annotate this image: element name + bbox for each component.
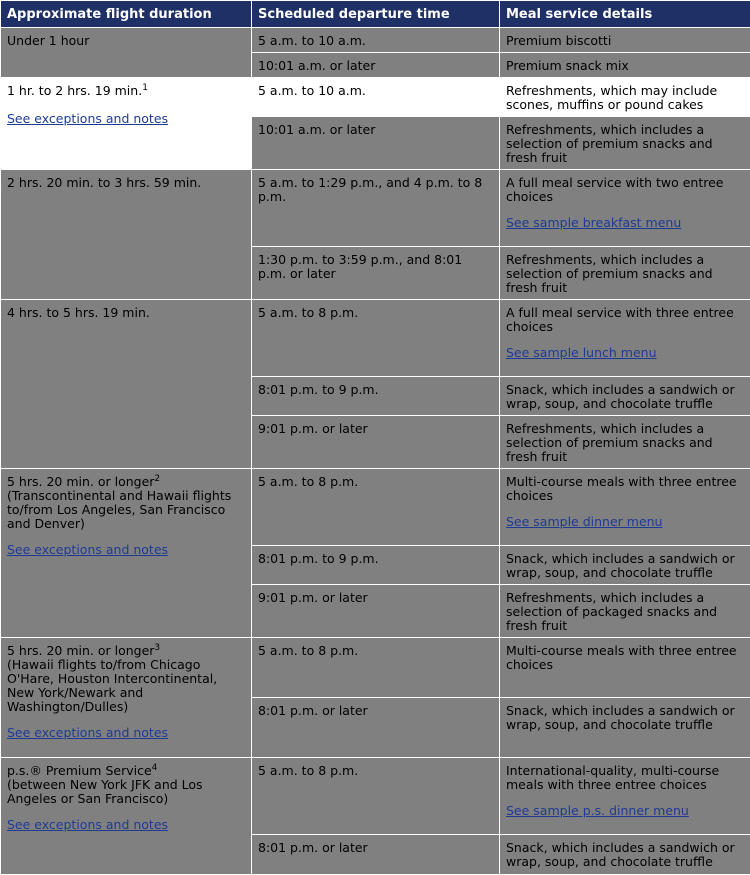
- header-meal-service: Meal service details: [500, 1, 750, 28]
- table-row: [1, 170, 750, 247]
- duration-note: (Hawaii flights to/from Chicago O'Hare, Houston Intercontinental, New York/Newark and Washington/Dulles): [7, 657, 217, 714]
- duration-cell: [1, 78, 252, 170]
- meal-cell: [500, 170, 750, 247]
- duration-note: (between New York JFK and Los Angeles or San Francisco): [7, 777, 203, 806]
- meal-cell: Refreshments, which includes a selection of premium snacks and fresh fruit: [500, 117, 750, 170]
- sample-breakfast-menu-link[interactable]: See sample breakfast menu: [506, 216, 744, 230]
- duration-note: (Transcontinental and Hawaii flights to/from Los Angeles, San Francisco and Denver): [7, 488, 231, 531]
- header-row: [1, 1, 750, 28]
- exceptions-link[interactable]: See exceptions and notes: [7, 818, 245, 832]
- duration-cell: [1, 638, 252, 758]
- duration-text: p.s.® Premium Service: [7, 763, 152, 778]
- sample-ps-dinner-menu-link[interactable]: See sample p.s. dinner menu: [506, 804, 744, 818]
- header-departure-time: Scheduled departure time: [252, 1, 500, 28]
- meal-text: Multi-course meals with three entree choices: [506, 474, 737, 503]
- departure-cell: 10:01 a.m. or later: [252, 117, 500, 170]
- meal-text: International-quality, multi-course meals with three entree choices: [506, 763, 719, 792]
- exceptions-link[interactable]: See exceptions and notes: [7, 112, 245, 126]
- meal-cell: Multi-course meals with three entree choices: [500, 638, 750, 698]
- meal-cell: Premium snack mix: [500, 53, 750, 78]
- departure-cell: 10:01 a.m. or later: [252, 53, 500, 78]
- meal-cell: [500, 300, 750, 377]
- footnote-marker: 2: [154, 474, 160, 484]
- duration-text: 5 hrs. 20 min. or longer: [7, 643, 154, 658]
- departure-cell: 5 a.m. to 1:29 p.m., and 4 p.m. to 8 p.m.: [252, 170, 500, 247]
- duration-text: 1 hr. to 2 hrs. 19 min.: [7, 83, 142, 98]
- meal-cell: Snack, which includes a sandwich or wrap, soup, and chocolate truffle: [500, 835, 750, 875]
- departure-cell: 8:01 p.m. to 9 p.m.: [252, 546, 500, 585]
- departure-cell: 8:01 p.m. or later: [252, 835, 500, 875]
- table-row: [1, 758, 750, 835]
- meal-cell: Refreshments, which includes a selection of premium snacks and fresh fruit: [500, 416, 750, 469]
- departure-cell: 5 a.m. to 8 p.m.: [252, 638, 500, 698]
- departure-cell: 8:01 p.m. to 9 p.m.: [252, 377, 500, 416]
- duration-text: Under 1 hour: [7, 33, 89, 48]
- sample-dinner-menu-link[interactable]: See sample dinner menu: [506, 515, 744, 529]
- exceptions-link[interactable]: See exceptions and notes: [7, 726, 245, 740]
- footnote-marker: 1: [142, 83, 148, 93]
- table-row: [1, 469, 750, 546]
- duration-text: 2 hrs. 20 min. to 3 hrs. 59 min.: [7, 175, 201, 190]
- meal-cell: [500, 469, 750, 546]
- meal-text: A full meal service with two entree choices: [506, 175, 724, 204]
- departure-cell: 8:01 p.m. or later: [252, 698, 500, 758]
- departure-cell: 5 a.m. to 8 p.m.: [252, 300, 500, 377]
- header-duration: Approximate flight duration: [1, 1, 252, 28]
- meal-cell: Refreshments, which includes a selection of packaged snacks and fresh fruit: [500, 585, 750, 638]
- duration-cell: [1, 300, 252, 469]
- meal-cell: Snack, which includes a sandwich or wrap, soup, and chocolate truffle: [500, 698, 750, 758]
- meal-cell: Refreshments, which may include scones, muffins or pound cakes: [500, 78, 750, 117]
- meal-cell: Refreshments, which includes a selection of premium snacks and fresh fruit: [500, 247, 750, 300]
- departure-cell: 9:01 p.m. or later: [252, 416, 500, 469]
- duration-cell: [1, 758, 252, 875]
- duration-cell: [1, 170, 252, 300]
- duration-text: 5 hrs. 20 min. or longer: [7, 474, 154, 489]
- exceptions-link[interactable]: See exceptions and notes: [7, 543, 245, 557]
- meal-cell: Premium biscotti: [500, 28, 750, 53]
- duration-cell: [1, 28, 252, 78]
- meal-cell: [500, 758, 750, 835]
- meal-cell: Snack, which includes a sandwich or wrap, soup, and chocolate truffle: [500, 546, 750, 585]
- duration-cell: [1, 469, 252, 638]
- sample-lunch-menu-link[interactable]: See sample lunch menu: [506, 346, 744, 360]
- departure-cell: 5 a.m. to 8 p.m.: [252, 758, 500, 835]
- departure-cell: 1:30 p.m. to 3:59 p.m., and 8:01 p.m. or later: [252, 247, 500, 300]
- footnote-marker: 4: [152, 763, 158, 773]
- departure-cell: 9:01 p.m. or later: [252, 585, 500, 638]
- departure-cell: 5 a.m. to 10 a.m.: [252, 28, 500, 53]
- table-row: [1, 638, 750, 698]
- table-row: [1, 300, 750, 377]
- table-row: [1, 28, 750, 53]
- departure-cell: 5 a.m. to 8 p.m.: [252, 469, 500, 546]
- meal-cell: Snack, which includes a sandwich or wrap, soup, and chocolate truffle: [500, 377, 750, 416]
- departure-cell: 5 a.m. to 10 a.m.: [252, 78, 500, 117]
- footnote-marker: 3: [154, 643, 160, 653]
- meal-text: A full meal service with three entree choices: [506, 305, 734, 334]
- duration-text: 4 hrs. to 5 hrs. 19 min.: [7, 305, 150, 320]
- table-row: [1, 78, 750, 117]
